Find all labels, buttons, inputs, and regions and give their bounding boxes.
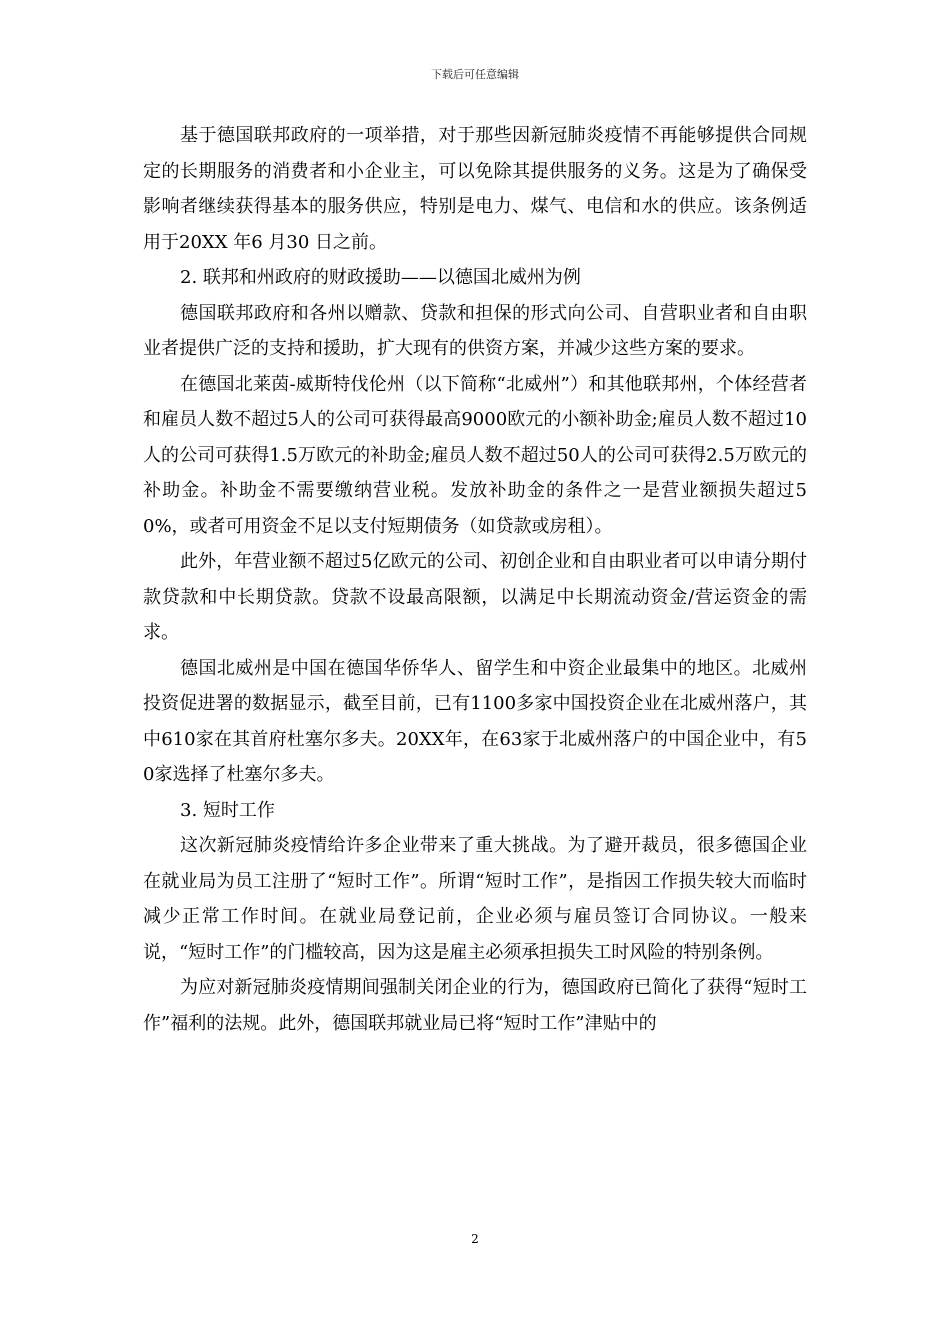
paragraph-federal-support: 德国联邦政府和各州以赠款、贷款和担保的形式向公司、自营职业者和自由职业者提供广泛的支持和援助，扩大现有的供资方案，并减少这些方案的要求。 — [143, 302, 807, 359]
paragraph-nrw-chinese-enterprises: 德国北威州是中国在德国华侨华人、留学生和中资企业最集中的地区。北威州投资促进署的数据显示，截至目前，已有1100多家中国投资企业在北威州落户，其中610家在其首府杜塞尔多夫。20XX年，在63家于北威州落户的中国企业中，有50家选择了杜塞尔多夫。 — [143, 657, 807, 785]
paragraph-nrw-grants: 在德国北莱茵-威斯特伐伦州（以下简称“北威州”）和其他联邦州，个体经营者和雇员人数不超过5人的公司可获得最高9000欧元的小额补助金;雇员人数不超过10人的公司可获得1.5万欧元的补助金;雇员人数不超过50人的公司可获得2.5万欧元的补助金。补助金不需要缴纳营业税。发放补助金的条件之一是营业额损失超过50%，或者可用资金不足以支付短期债务（如贷款或房租）。 — [143, 373, 807, 537]
paragraph-short-time-work-simplification: 为应对新冠肺炎疫情期间强制关闭企业的行为，德国政府已简化了获得“短时工作”福利的法规。此外，德国联邦就业局已将“短时工作”津贴中的 — [143, 977, 807, 1034]
paragraph-loans: 此外，年营业额不超过5亿欧元的公司、初创企业和自由职业者可以申请分期付款贷款和中长期贷款。贷款不设最高限额，以满足中长期流动资金/营运资金的需求。 — [143, 551, 807, 643]
paragraph-service-obligation: 基于德国联邦政府的一项举措，对于那些因新冠肺炎疫情不再能够提供合同规定的长期服务的消费者和小企业主，可以免除其提供服务的义务。这是为了确保受影响者继续获得基本的服务供应，特别是电力、煤气、电信和水的供应。该条例适用于20XX 年6 月30 日之前。 — [143, 125, 807, 253]
document-body — [143, 118, 807, 1041]
paragraph-short-time-work-definition: 这次新冠肺炎疫情给许多企业带来了重大挑战。为了避开裁员，很多德国企业在就业局为员工注册了“短时工作”。所谓“短时工作”，是指因工作损失较大而临时减少正常工作时间。在就业局登记前，企业必须与雇员签订合同协议。一般来说，“短时工作”的门槛较高，因为这是雇主必须承担损失工时风险的特别条例。 — [143, 835, 807, 963]
section-heading-financial-aid: 2. 联邦和州政府的财政援助——以德国北威州为例 — [180, 267, 581, 288]
page-number: 2 — [471, 1232, 479, 1246]
section-heading-short-time-work: 3. 短时工作 — [180, 799, 275, 821]
page-header: 下载后可任意编辑 — [431, 68, 519, 81]
